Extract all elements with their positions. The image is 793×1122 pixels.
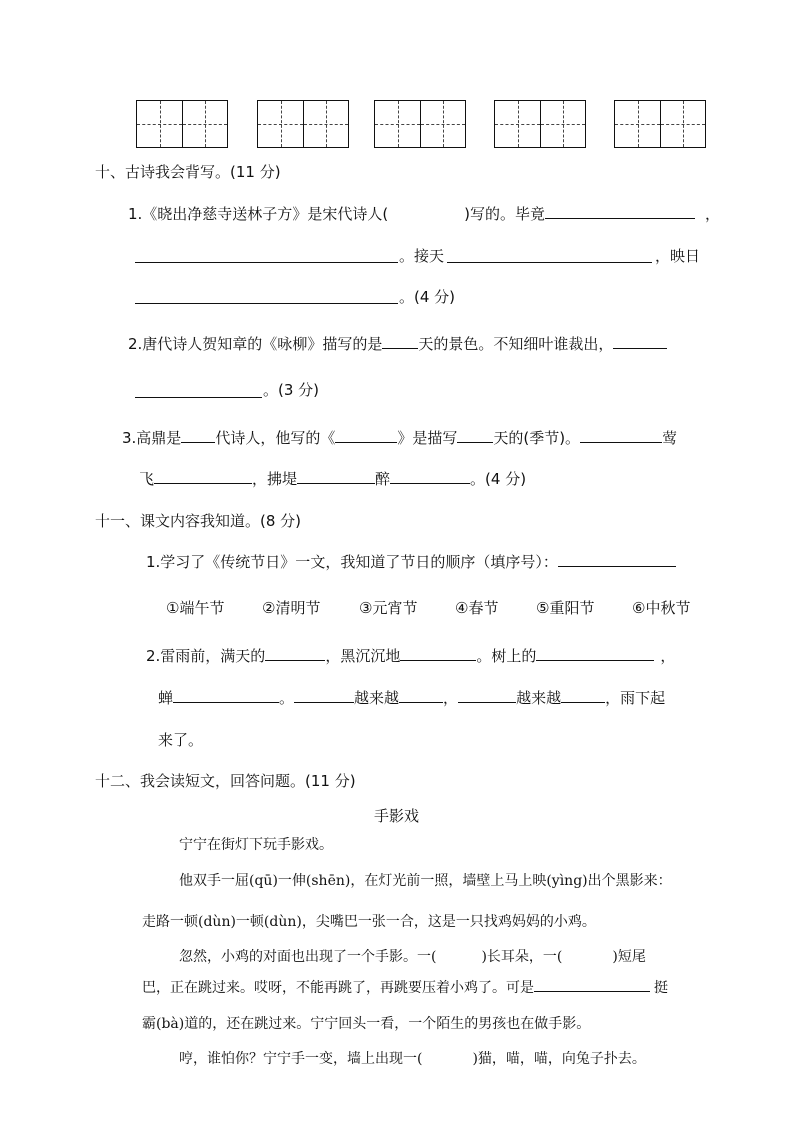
passage-p4-a: 哼，谁怕你？宁宁手一变，墙上出现一( bbox=[179, 1051, 423, 1067]
q10-3-line2 bbox=[139, 468, 526, 489]
festival-option-3: ③元宵节 bbox=[359, 599, 418, 617]
q10-3-b: 代诗人，他写的《 bbox=[215, 429, 336, 447]
passage-p3-line2 bbox=[142, 977, 668, 997]
q11-2-c: 。树上的 bbox=[476, 647, 537, 665]
passage-p4-b: )猫，喵，喵，向兔子扑去。 bbox=[472, 1051, 646, 1067]
q10-3-h: 醉 bbox=[375, 470, 391, 488]
q11-2-blank-7[interactable] bbox=[458, 688, 516, 703]
q10-2-b: 天的景色。不知细叶谁裁出， bbox=[418, 335, 614, 353]
q11-1-blank[interactable] bbox=[558, 552, 676, 567]
passage-p3-line3: 霸(bà)道的，还在跳过来。宁宁回头一看，一个陌生的男孩也在做手影。 bbox=[142, 1016, 591, 1032]
passage-blank-1[interactable] bbox=[534, 977, 650, 992]
q11-2-f: 。 bbox=[279, 689, 295, 707]
q11-2-blank-6[interactable] bbox=[399, 688, 443, 703]
q10-1-line1 bbox=[128, 203, 720, 224]
festival-option-2: ②清明节 bbox=[262, 599, 321, 617]
festival-option-1: ①端午节 bbox=[166, 599, 225, 617]
q11-1-text: 1.学习了《传统节日》一文，我知道了节日的顺序（填序号）： bbox=[146, 553, 558, 571]
writing-box-group-5[interactable] bbox=[614, 100, 706, 148]
writing-box-group-1[interactable] bbox=[136, 100, 228, 148]
q10-3-blank-7[interactable] bbox=[390, 469, 470, 484]
q10-3-blank-6[interactable] bbox=[297, 469, 375, 484]
q10-3-blank-3[interactable] bbox=[457, 428, 493, 443]
writing-box-group-4[interactable] bbox=[494, 100, 586, 148]
q11-2-blank-8[interactable] bbox=[561, 688, 605, 703]
q11-2-i: 越来越 bbox=[516, 689, 562, 707]
q11-2-blank-3[interactable] bbox=[536, 646, 654, 661]
q10-1-blank-2[interactable] bbox=[135, 262, 398, 263]
q11-2-blank-1[interactable] bbox=[265, 646, 325, 661]
q10-1-line3-end: 。(4 分) bbox=[399, 288, 456, 306]
comma: ， bbox=[705, 205, 721, 223]
q10-1-blank-4[interactable] bbox=[135, 303, 398, 304]
festival-option-6: ⑥中秋节 bbox=[632, 599, 691, 617]
passage-p3-l2b: 挺 bbox=[654, 980, 668, 996]
q10-2-blank-3[interactable] bbox=[135, 397, 262, 398]
passage-p3-line1 bbox=[179, 946, 646, 966]
q10-3-g: ，拂堤 bbox=[252, 470, 298, 488]
q11-2-line1 bbox=[146, 645, 675, 666]
passage-p3-c: )短尾 bbox=[612, 949, 646, 965]
q10-2-end: 。(3 分) bbox=[263, 381, 320, 399]
q11-2-j: ，雨下起 bbox=[605, 689, 666, 707]
writing-box-group-3[interactable] bbox=[374, 100, 466, 148]
q11-2-h: ， bbox=[443, 689, 459, 707]
q10-2-blank-2[interactable] bbox=[613, 334, 667, 349]
passage-p2-line2: 走路一顿(dùn)一顿(dùn)，尖嘴巴一张一合，这是一只找鸡妈妈的小鸡。 bbox=[142, 914, 596, 930]
passage-p3-l2a: 巴，正在跳过来。哎呀，不能再跳了，再跳要压着小鸡了。可是 bbox=[142, 980, 534, 996]
festival-option-4: ④春节 bbox=[455, 599, 499, 617]
q10-1-line2-end: ，映日 bbox=[655, 247, 701, 265]
q10-1-prefix: 1.《晓出净慈寺送林子方》是宋代诗人( bbox=[128, 205, 389, 223]
q10-3-blank-2[interactable] bbox=[335, 428, 397, 443]
q10-3-blank-1[interactable] bbox=[181, 428, 215, 443]
q11-2-b: ，黑沉沉地 bbox=[325, 647, 401, 665]
q10-3-line1 bbox=[122, 427, 677, 448]
passage-title: 手影戏 bbox=[374, 807, 420, 825]
writing-cell[interactable] bbox=[615, 101, 660, 147]
q10-3-c: 》是描写 bbox=[397, 429, 458, 447]
writing-cell[interactable] bbox=[420, 101, 465, 147]
q10-1-mid: )写的。毕竟 bbox=[464, 205, 546, 223]
q11-2-blank-5[interactable] bbox=[294, 688, 354, 703]
q10-3-blank-4[interactable] bbox=[580, 428, 662, 443]
q10-3-e: 莺 bbox=[662, 429, 678, 447]
passage-p3-a: 忽然，小鸡的对面也出现了一个手影。一( bbox=[179, 949, 437, 965]
q11-2-line3: 来了。 bbox=[158, 731, 204, 749]
q10-1-blank-1[interactable] bbox=[545, 204, 695, 219]
q11-2-line2 bbox=[158, 687, 665, 708]
q10-1-line2-mid: 。接天 bbox=[399, 247, 445, 265]
festival-option-5: ⑤重阳节 bbox=[536, 599, 595, 617]
q11-2-blank-2[interactable] bbox=[400, 646, 476, 661]
writing-cell[interactable] bbox=[137, 101, 182, 147]
q10-3-i: 。(4 分) bbox=[470, 470, 527, 488]
passage-p4 bbox=[179, 1048, 646, 1068]
q10-3-a: 3.高鼎是 bbox=[122, 429, 182, 447]
section-11-heading: 十一、课文内容我知道。(8 分) bbox=[95, 512, 302, 530]
q10-3-blank-5[interactable] bbox=[154, 469, 252, 484]
writing-cell[interactable] bbox=[540, 101, 585, 147]
passage-p2-line1: 他双手一屈(qū)一伸(shēn)，在灯光前一照，墙壁上马上映(yìng)出个黑影来： bbox=[179, 873, 672, 889]
passage-p3-b: )长耳朵，一( bbox=[481, 949, 563, 965]
passage-p1: 宁宁在街灯下玩手影戏。 bbox=[179, 837, 333, 853]
q10-2-blank-1[interactable] bbox=[382, 334, 418, 349]
section-10-heading: 十、古诗我会背写。(11 分) bbox=[95, 163, 281, 181]
writing-cell[interactable] bbox=[182, 101, 227, 147]
q10-1-blank-3[interactable] bbox=[447, 262, 652, 263]
q11-2-a: 2.雷雨前，满天的 bbox=[146, 647, 266, 665]
q10-2-a: 2.唐代诗人贺知章的《咏柳》描写的是 bbox=[128, 335, 383, 353]
section-12-heading: 十二、我会读短文，回答问题。(11 分) bbox=[95, 772, 356, 790]
q10-3-d: 天的(季节)。 bbox=[493, 429, 581, 447]
writing-cell[interactable] bbox=[375, 101, 420, 147]
q11-1-line bbox=[146, 551, 676, 572]
writing-cell[interactable] bbox=[660, 101, 705, 147]
writing-cell[interactable] bbox=[495, 101, 540, 147]
writing-box-group-2[interactable] bbox=[257, 100, 349, 148]
q11-2-e: 蝉 bbox=[158, 689, 174, 707]
q10-2-line1 bbox=[128, 333, 667, 354]
writing-cell[interactable] bbox=[258, 101, 303, 147]
q10-3-f: 飞 bbox=[139, 470, 155, 488]
writing-cell[interactable] bbox=[303, 101, 348, 147]
q11-2-d: ， bbox=[660, 647, 676, 665]
q11-2-blank-4[interactable] bbox=[173, 688, 279, 703]
q11-2-g: 越来越 bbox=[354, 689, 400, 707]
